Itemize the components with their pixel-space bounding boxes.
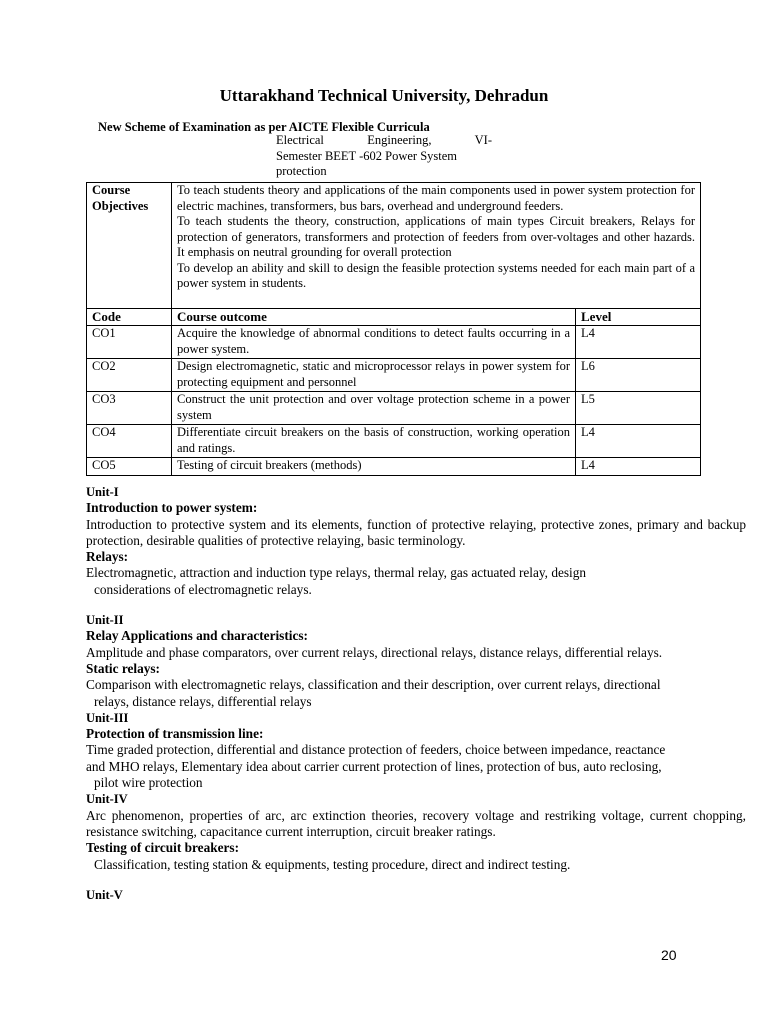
co-code: CO1	[87, 326, 172, 359]
syllabus-table	[86, 182, 701, 476]
unit-2-topic-1: Relay Applications and characteristics:	[86, 628, 308, 644]
co-outcome: Testing of circuit breakers (methods)	[172, 458, 576, 476]
co-level: L4	[576, 425, 701, 458]
unit-2-topic-2: Static relays:	[86, 660, 160, 676]
co-outcome: Design electromagnetic, static and microprocessor relays in power system for protecting equipment and personnel	[172, 359, 576, 392]
co-level: L4	[576, 326, 701, 359]
header-outcome: Course outcome	[172, 308, 576, 326]
unit-3-text-1b: and MHO relays, Elementary idea about carrier current protection of lines, protection of bus, auto reclosing,	[86, 758, 662, 774]
header-code: Code	[87, 308, 172, 326]
unit-2-text-2b: relays, distance relays, differential relays	[94, 693, 312, 709]
objectives-text	[172, 183, 701, 309]
unit-4-heading: Unit-IV	[86, 792, 128, 807]
co-code: CO3	[87, 392, 172, 425]
unit-3-text-1a: Time graded protection, differential and distance protection of feeders, choice between impedance, reactance	[86, 742, 666, 758]
co-outcome: Construct the unit protection and over voltage protection scheme in a power system	[172, 392, 576, 425]
unit-1-topic-2: Relays:	[86, 549, 129, 565]
table-row	[87, 359, 701, 392]
subject-line-3: protection	[276, 164, 327, 178]
unit-2-text-2a: Comparison with electromagnetic relays, classification and their description, over current relays, directional	[86, 677, 661, 693]
unit-1-heading: Unit-I	[86, 485, 119, 499]
co-outcome: Acquire the knowledge of abnormal conditions to detect faults occurring in a power system.	[172, 326, 576, 359]
table-row	[87, 458, 701, 476]
co-outcome: Differentiate circuit breakers on the basis of construction, working operation and ratings.	[172, 425, 576, 458]
page-number: 20	[661, 947, 677, 963]
unit-3-topic-1: Protection of transmission line:	[86, 726, 264, 742]
co-code: CO4	[87, 425, 172, 458]
unit-1-text-1: Introduction to protective system and its elements, function of protective relaying, protective zones, primary and backup protection, desirable qualities of protective relaying, basic terminology.	[86, 516, 746, 548]
table-row	[87, 392, 701, 425]
subject-heading	[276, 133, 492, 180]
table-row	[87, 326, 701, 359]
co-code: CO5	[87, 458, 172, 476]
objectives-label: Course Objectives	[87, 183, 172, 309]
subject-line-1: Electrical Engineering, VI-	[276, 133, 492, 147]
unit-1-text-2b: considerations of electromagnetic relays.	[94, 581, 312, 597]
co-code: CO2	[87, 359, 172, 392]
header-level: Level	[576, 308, 701, 326]
objective-2: To teach students the theory, construction, applications of main types Circuit breakers, Relays for protection of generators, transformers and protection of feeders from over-voltages and other hazards. It emphasis on neutral grounding for overall protection	[177, 214, 695, 259]
table-row	[87, 425, 701, 458]
unit-4-topic-1: Testing of circuit breakers:	[86, 840, 240, 856]
co-level: L6	[576, 359, 701, 392]
co-level: L4	[576, 458, 701, 476]
unit-4-text-2: Classification, testing station & equipments, testing procedure, direct and indirect testing.	[94, 856, 571, 872]
outcome-header-row	[87, 308, 701, 326]
unit-2-text-1: Amplitude and phase comparators, over current relays, directional relays, distance relays, differential relays.	[86, 644, 663, 660]
scheme-subtitle: New Scheme of Examination as per AICTE Flexible Curricula	[98, 120, 430, 134]
co-level: L5	[576, 392, 701, 425]
unit-3-heading: Unit-III	[86, 710, 129, 725]
unit-1-topic-1: Introduction to power system:	[86, 500, 258, 516]
unit-4-text-1: Arc phenomenon, properties of arc, arc extinction theories, recovery voltage and restriking voltage, current chopping, resistance switching, capacitance current interruption, circuit breaker ratings.	[86, 807, 746, 839]
objective-3: To develop an ability and skill to design the feasible protection systems needed for each main part of a power system in students.	[177, 260, 695, 290]
unit-1-text-2a: Electromagnetic, attraction and induction type relays, thermal relay, gas actuated relay, design	[86, 565, 587, 581]
unit-2-heading: Unit-II	[86, 613, 124, 628]
subject-line-2: Semester BEET -602 Power System	[276, 148, 457, 163]
units-section	[86, 484, 746, 903]
unit-3-text-1c: pilot wire protection	[94, 775, 203, 791]
unit-5-heading: Unit-V	[86, 887, 123, 902]
objective-1: To teach students theory and applications of the main components used in power system protection for electric machines, transformers, bus bars, overhead and underground feeders.	[177, 183, 695, 213]
page-title: Uttarakhand Technical University, Dehradun	[219, 86, 549, 105]
objectives-row	[87, 183, 701, 309]
